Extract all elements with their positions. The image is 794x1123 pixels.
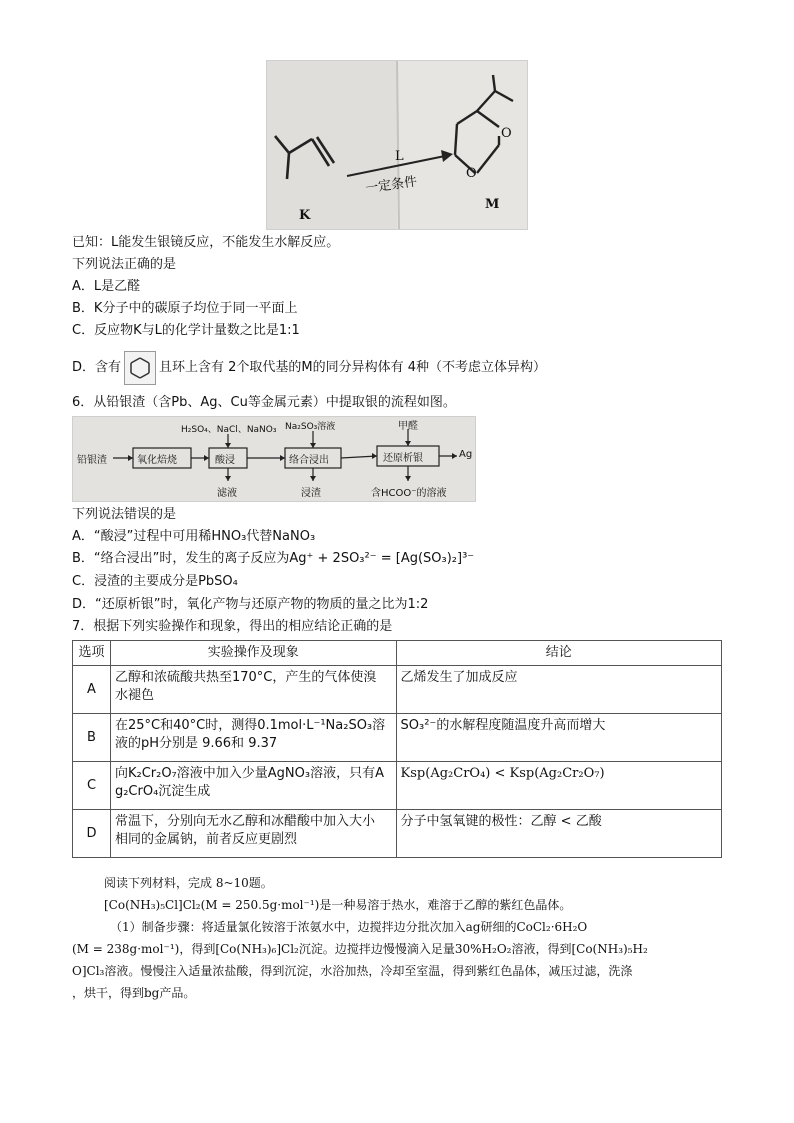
q6-option-b: B．“络合浸出”时，发生的离子反应为Ag⁺ + 2SO₃²⁻ = [Ag(SO₃)₂]³⁻	[72, 551, 475, 566]
table-row	[73, 714, 722, 762]
flow-end: Ag	[459, 449, 473, 460]
row-operation-line2: 相同的金属钠，前者反应更剧烈	[114, 832, 297, 847]
passage-line-1: [Co(NH₃)₅Cl]Cl₂(M = 250.5g·mol⁻¹)是一种易溶于热水，难溶于乙醇的紫红色晶体。	[104, 898, 572, 912]
table-row	[73, 810, 722, 858]
label-o-top: O	[501, 126, 512, 141]
row-operation	[110, 714, 396, 762]
header-option: 选项	[73, 641, 111, 666]
row-option: D	[73, 810, 111, 858]
row-operation-line2: g₂CrO₄沉淀生成	[114, 784, 211, 799]
flowchart-image	[72, 416, 476, 502]
q7-table	[72, 640, 722, 858]
label-k: K	[299, 208, 311, 223]
row-option: A	[73, 666, 111, 714]
q5-option-a: A．L是乙醛	[72, 279, 141, 294]
q5-option-c: C．反应物K与L的化学计量数之比是1:1	[72, 323, 300, 338]
row-operation-line1: 常温下，分别向无水乙醇和冰醋酸中加入大小	[114, 814, 375, 829]
flow-out3: 浸渣	[301, 488, 321, 499]
q6-option-c: C．浸渣的主要成分是PbSO₄	[72, 574, 238, 589]
q6-sub: 下列说法错误的是	[72, 507, 177, 522]
flow-step1: 氧化焙烧	[137, 455, 177, 466]
dioxane-ring-image	[124, 351, 156, 385]
passage-intro: 阅读下列材料，完成 8~10题。	[104, 876, 273, 890]
q5-known: 已知：L能发生银镜反应，不能发生水解反应。	[72, 235, 340, 250]
row-operation-line1: 在25°C和40°C时，测得0.1mol·L⁻¹Na₂SO₃溶	[114, 718, 386, 733]
label-o-bottom: O	[466, 166, 477, 181]
header-operation: 实验操作及现象	[110, 641, 396, 666]
q5-option-d-post: 且环上含有 2个取代基的M的同分异构体有 4种（不考虑立体异构）	[159, 360, 547, 375]
q5-option-b: B．K分子中的碳原子均位于同一平面上	[72, 301, 298, 316]
row-operation	[110, 666, 396, 714]
passage-line-5: ，烘干，得到bg产品。	[72, 986, 196, 1000]
row-conclusion: 乙烯发生了加成反应	[396, 666, 721, 714]
q5-stem: 下列说法正确的是	[72, 257, 177, 272]
flow-start: 铅银渣	[77, 455, 107, 466]
header-conclusion: 结论	[396, 641, 721, 666]
label-m: M	[485, 197, 500, 212]
q6-stem: 6．从铅银渣（含Pb、Ag、Cu等金属元素）中提取银的流程如图。	[72, 395, 456, 410]
flow-reagent4: 甲醛	[398, 421, 418, 432]
flow-step4: 还原析银	[383, 453, 423, 464]
flow-step3: 络合浸出	[289, 455, 329, 466]
row-conclusion: SO₃²⁻的水解程度随温度升高而增大	[396, 714, 721, 762]
row-operation-line2: 水褪色	[114, 688, 154, 703]
row-option: B	[73, 714, 111, 762]
table-row	[73, 666, 722, 714]
row-operation	[110, 762, 396, 810]
q5-option-d	[72, 350, 546, 386]
table-header-row	[73, 641, 722, 666]
flow-step2: 酸浸	[215, 455, 235, 466]
row-operation-line1: 乙醇和浓硫酸共热至170°C，产生的气体使溴	[114, 670, 377, 685]
row-operation-line2: 液的pH分别是 9.66和 9.37	[114, 736, 278, 751]
q5-option-d-pre: D．含有	[72, 360, 122, 375]
passage-line-4: O]Cl₃溶液。慢慢注入适量浓盐酸，得到沉淀，水浴加热，冷却至室温，得到紫红色晶体，减压过滤，洗涤	[72, 964, 633, 978]
q6-option-d: D．“还原析银”时，氧化产物与还原产物的物质的量之比为1:2	[72, 597, 429, 612]
row-operation	[110, 810, 396, 858]
passage-line-3: (M = 238g·mol⁻¹)，得到[Co(NH₃)₆]Cl₂沉淀。边搅拌边慢慢滴入足量30%H₂O₂溶液，得到[Co(NH₃)₅H₂	[72, 942, 648, 956]
label-l: L	[395, 149, 404, 164]
table-row	[73, 762, 722, 810]
row-operation-line1: 向K₂Cr₂O₇溶液中加入少量AgNO₃溶液，只有A	[114, 766, 384, 781]
flow-reagent2: H₂SO₄、NaCl、NaNO₃	[181, 425, 277, 435]
row-option: C	[73, 762, 111, 810]
q6-option-a: A．“酸浸”过程中可用稀HNO₃代替NaNO₃	[72, 529, 316, 544]
row-conclusion: Ksp(Ag₂CrO₄) < Ksp(Ag₂Cr₂O₇)	[396, 762, 721, 810]
label-condition: 一定条件	[364, 174, 419, 197]
reaction-scheme-image	[266, 60, 528, 230]
row-conclusion: 分子中氢氧键的极性：乙醇 < 乙酸	[396, 810, 721, 858]
flow-reagent3: Na₂SO₃溶液	[285, 422, 336, 432]
passage-line-2: （1）制备步骤：将适量氯化铵溶于浓氨水中，边搅拌边分批次加入ag研细的CoCl₂·6H₂O	[110, 920, 588, 934]
q7-stem: 7．根据下列实验操作和现象，得出的相应结论正确的是	[72, 619, 393, 634]
flow-out2: 滤液	[217, 488, 237, 499]
flow-out4: 含HCOO⁻的溶液	[371, 488, 447, 499]
